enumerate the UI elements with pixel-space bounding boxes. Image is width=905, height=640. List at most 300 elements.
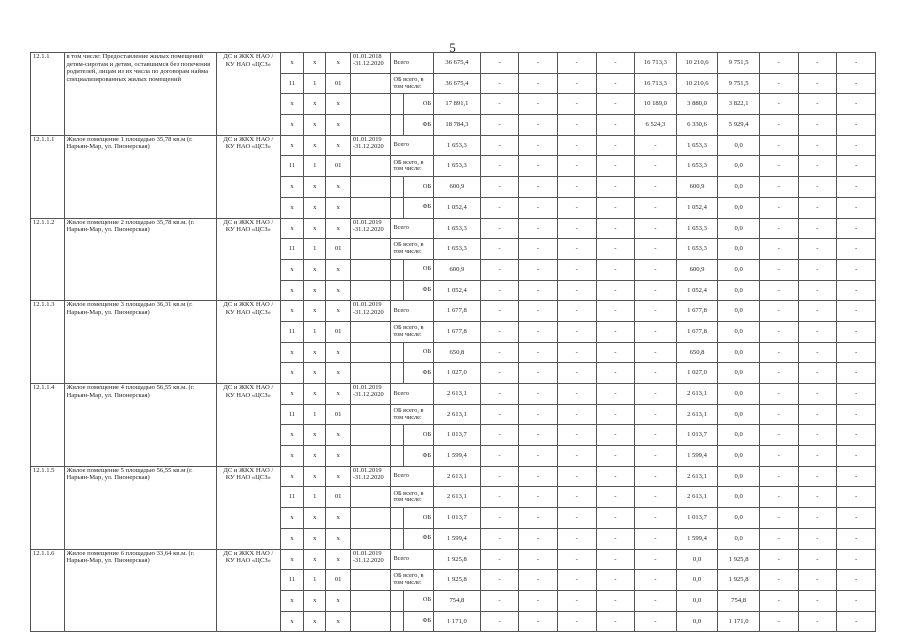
year-value: - xyxy=(557,53,596,74)
funding-source: ОБ всего, в том числе: xyxy=(391,570,434,591)
year-value: - xyxy=(798,363,837,384)
empty-cell xyxy=(350,590,391,611)
code-cell-2: х xyxy=(304,549,326,570)
year-value: - xyxy=(519,115,558,136)
year-value: - xyxy=(759,301,798,322)
year-value: - xyxy=(837,259,876,280)
year-value: - xyxy=(759,487,798,508)
period-cell: 01.01.2019 -31.12.2020 xyxy=(350,466,391,487)
period-cell: 01.01.2019 -31.12.2020 xyxy=(350,384,391,405)
year-value: - xyxy=(798,197,837,218)
year-value: - xyxy=(557,611,596,632)
total-value: 1 653,3 xyxy=(434,156,481,177)
year-value: - xyxy=(519,528,558,549)
year-value: - xyxy=(519,342,558,363)
code-cell-3: 01 xyxy=(326,73,350,94)
year-value: - xyxy=(837,115,876,136)
year-value: - xyxy=(837,301,876,322)
year-value: 3 880,0 xyxy=(676,94,718,115)
year-value: - xyxy=(519,53,558,74)
code-cell-1: х xyxy=(280,218,303,239)
year-value: 0,0 xyxy=(718,446,760,467)
year-value: - xyxy=(480,446,519,467)
year-value: - xyxy=(596,301,635,322)
empty-cell xyxy=(391,342,403,363)
year-value: 0,0 xyxy=(718,342,760,363)
total-value: 1 653,3 xyxy=(434,218,481,239)
year-value: - xyxy=(759,177,798,198)
total-value: 1 599,4 xyxy=(434,528,481,549)
year-value: - xyxy=(837,549,876,570)
year-value: - xyxy=(596,363,635,384)
year-value: - xyxy=(519,404,558,425)
item-code: 12.1.1.2 xyxy=(31,218,65,301)
code-cell-3: х xyxy=(326,135,350,156)
empty-cell xyxy=(391,446,403,467)
year-value: - xyxy=(596,73,635,94)
year-value: - xyxy=(798,94,837,115)
table-row xyxy=(31,384,876,405)
year-value: - xyxy=(837,487,876,508)
year-value: - xyxy=(596,466,635,487)
year-value: - xyxy=(837,342,876,363)
year-value: - xyxy=(519,301,558,322)
year-value: - xyxy=(837,508,876,529)
funding-source: ОБ всего, в том числе: xyxy=(391,487,434,508)
year-value: - xyxy=(596,384,635,405)
code-cell-1: х xyxy=(280,425,303,446)
total-value: 1 052,4 xyxy=(434,280,481,301)
code-cell-2: х xyxy=(304,611,326,632)
code-cell-3: х xyxy=(326,508,350,529)
total-value: 600,9 xyxy=(434,259,481,280)
year-value: - xyxy=(837,363,876,384)
year-value: - xyxy=(519,94,558,115)
year-value: - xyxy=(480,259,519,280)
year-value: - xyxy=(596,549,635,570)
code-cell-1: х xyxy=(280,94,303,115)
year-value: - xyxy=(635,425,677,446)
code-cell-2: х xyxy=(304,384,326,405)
total-value: 754,8 xyxy=(434,590,481,611)
empty-cell xyxy=(350,363,391,384)
funding-source: ОБ xyxy=(403,508,433,529)
funding-source: ОБ всего, в том числе: xyxy=(391,321,434,342)
code-cell-2: х xyxy=(304,177,326,198)
year-value: - xyxy=(480,384,519,405)
year-value: - xyxy=(557,570,596,591)
year-value: - xyxy=(519,177,558,198)
year-value: - xyxy=(798,549,837,570)
item-code: 12.1.1 xyxy=(31,53,65,136)
year-value: 0,0 xyxy=(718,135,760,156)
year-value: - xyxy=(596,259,635,280)
year-value: - xyxy=(519,508,558,529)
year-value: 754,8 xyxy=(718,590,760,611)
year-value: - xyxy=(798,115,837,136)
year-value: 0,0 xyxy=(718,259,760,280)
year-value: - xyxy=(759,135,798,156)
code-cell-2: 1 xyxy=(304,321,326,342)
funding-source: Всего xyxy=(391,218,434,239)
year-value: - xyxy=(759,508,798,529)
year-value: - xyxy=(798,466,837,487)
year-value: - xyxy=(798,135,837,156)
year-value: - xyxy=(635,528,677,549)
code-cell-2: х xyxy=(304,342,326,363)
year-value: 1 653,3 xyxy=(676,239,718,260)
year-value: - xyxy=(519,73,558,94)
year-value: - xyxy=(798,446,837,467)
year-value: - xyxy=(759,156,798,177)
year-value: - xyxy=(837,73,876,94)
year-value: - xyxy=(837,53,876,74)
code-cell-1: х xyxy=(280,53,303,74)
code-cell-1: х xyxy=(280,135,303,156)
empty-cell xyxy=(350,528,391,549)
year-value: 0,0 xyxy=(676,611,718,632)
year-value: - xyxy=(759,342,798,363)
code-cell-2: х xyxy=(304,301,326,322)
year-value: - xyxy=(837,404,876,425)
code-cell-3: 01 xyxy=(326,487,350,508)
year-value: - xyxy=(759,239,798,260)
year-value: - xyxy=(557,135,596,156)
year-value: - xyxy=(519,425,558,446)
period-cell xyxy=(350,156,391,177)
year-value: - xyxy=(480,508,519,529)
year-value: - xyxy=(519,611,558,632)
year-value: 0,0 xyxy=(718,177,760,198)
code-cell-2: х xyxy=(304,94,326,115)
year-value: 0,0 xyxy=(718,363,760,384)
year-value: 0,0 xyxy=(676,590,718,611)
year-value: - xyxy=(480,466,519,487)
code-cell-2: 1 xyxy=(304,239,326,260)
code-cell-3: х xyxy=(326,446,350,467)
empty-cell xyxy=(350,197,391,218)
period-cell xyxy=(350,73,391,94)
total-value: 1 925,8 xyxy=(434,570,481,591)
year-value: - xyxy=(798,239,837,260)
year-value: - xyxy=(798,404,837,425)
year-value: - xyxy=(635,466,677,487)
total-value: 36 675,4 xyxy=(434,73,481,94)
year-value: - xyxy=(480,549,519,570)
year-value: - xyxy=(557,115,596,136)
code-cell-2: х xyxy=(304,425,326,446)
year-value: - xyxy=(798,321,837,342)
total-value: 17 891,1 xyxy=(434,94,481,115)
year-value: - xyxy=(837,321,876,342)
year-value: - xyxy=(480,197,519,218)
year-value: 10 210,6 xyxy=(676,73,718,94)
year-value: - xyxy=(635,384,677,405)
year-value: - xyxy=(759,404,798,425)
funding-source: Всего xyxy=(391,53,434,74)
code-cell-3: х xyxy=(326,425,350,446)
funding-source: ОБ всего, в том числе: xyxy=(391,239,434,260)
code-cell-1: х xyxy=(280,197,303,218)
year-value: - xyxy=(557,384,596,405)
code-cell-1: х xyxy=(280,301,303,322)
funding-source: ФБ xyxy=(403,446,433,467)
item-executor: ДС и ЖКХ НАО / КУ НАО «ЦСЗ» xyxy=(216,466,280,549)
year-value: - xyxy=(596,177,635,198)
year-value: 2 613,1 xyxy=(676,404,718,425)
item-executor: ДС и ЖКХ НАО / КУ НАО «ЦСЗ» xyxy=(216,301,280,384)
year-value: 1 052,4 xyxy=(676,280,718,301)
year-value: - xyxy=(837,218,876,239)
year-value: - xyxy=(557,425,596,446)
year-value: - xyxy=(635,239,677,260)
period-cell xyxy=(350,239,391,260)
code-cell-3: х xyxy=(326,528,350,549)
year-value: - xyxy=(596,570,635,591)
year-value: - xyxy=(519,549,558,570)
code-cell-2: 1 xyxy=(304,404,326,425)
year-value: - xyxy=(557,73,596,94)
year-value: 1 653,3 xyxy=(676,135,718,156)
period-cell: 01.01.2018 -31.12.2020 xyxy=(350,53,391,74)
code-cell-1: х xyxy=(280,177,303,198)
year-value: 0,0 xyxy=(718,321,760,342)
code-cell-2: х xyxy=(304,446,326,467)
year-value: - xyxy=(557,321,596,342)
item-executor: ДС и ЖКХ НАО / КУ НАО «ЦСЗ» xyxy=(216,549,280,632)
year-value: - xyxy=(798,73,837,94)
empty-cell xyxy=(350,115,391,136)
year-value: - xyxy=(837,611,876,632)
empty-cell xyxy=(391,611,403,632)
funding-source: ОБ всего, в том числе: xyxy=(391,156,434,177)
year-value: - xyxy=(480,53,519,74)
year-value: - xyxy=(798,342,837,363)
year-value: - xyxy=(635,218,677,239)
total-value: 2 613,1 xyxy=(434,466,481,487)
year-value: 0,0 xyxy=(718,508,760,529)
empty-cell xyxy=(391,528,403,549)
year-value: 1 925,8 xyxy=(718,570,760,591)
year-value: - xyxy=(798,611,837,632)
year-value: - xyxy=(759,611,798,632)
item-executor: ДС и ЖКХ НАО / КУ НАО «ЦСЗ» xyxy=(216,135,280,218)
year-value: - xyxy=(557,549,596,570)
year-value: - xyxy=(596,487,635,508)
year-value: - xyxy=(837,156,876,177)
code-cell-2: 1 xyxy=(304,156,326,177)
funding-source: ФБ xyxy=(403,115,433,136)
year-value: 0,0 xyxy=(718,404,760,425)
code-cell-1: 11 xyxy=(280,239,303,260)
total-value: 18 784,3 xyxy=(434,115,481,136)
year-value: - xyxy=(596,239,635,260)
funding-source: ОБ xyxy=(403,342,433,363)
year-value: - xyxy=(519,466,558,487)
year-value: - xyxy=(798,301,837,322)
code-cell-3: х xyxy=(326,197,350,218)
funding-source: ФБ xyxy=(403,528,433,549)
year-value: - xyxy=(798,590,837,611)
code-cell-3: х xyxy=(326,53,350,74)
funding-source: ОБ xyxy=(403,177,433,198)
empty-cell xyxy=(350,342,391,363)
year-value: - xyxy=(759,549,798,570)
code-cell-3: х xyxy=(326,384,350,405)
code-cell-1: х xyxy=(280,363,303,384)
empty-cell xyxy=(350,94,391,115)
total-value: 650,8 xyxy=(434,342,481,363)
year-value: - xyxy=(596,508,635,529)
year-value: - xyxy=(596,342,635,363)
period-cell xyxy=(350,487,391,508)
year-value: - xyxy=(480,218,519,239)
code-cell-1: х xyxy=(280,446,303,467)
budget-table xyxy=(30,52,876,632)
year-value: - xyxy=(635,590,677,611)
empty-cell xyxy=(350,259,391,280)
funding-source: ОБ всего, в том числе: xyxy=(391,73,434,94)
funding-source: Всего xyxy=(391,301,434,322)
item-executor: ДС и ЖКХ НАО / КУ НАО «ЦСЗ» xyxy=(216,218,280,301)
year-value: - xyxy=(759,53,798,74)
code-cell-2: х xyxy=(304,508,326,529)
code-cell-3: 01 xyxy=(326,570,350,591)
funding-source: Всего xyxy=(391,135,434,156)
year-value: 0,0 xyxy=(718,384,760,405)
code-cell-3: х xyxy=(326,342,350,363)
code-cell-2: х xyxy=(304,259,326,280)
year-value: - xyxy=(759,218,798,239)
code-cell-1: х xyxy=(280,115,303,136)
year-value: - xyxy=(759,570,798,591)
year-value: 1 171,0 xyxy=(718,611,760,632)
total-value: 600,9 xyxy=(434,177,481,198)
year-value: 3 822,1 xyxy=(718,94,760,115)
period-cell: 01.01.2019 -31.12.2020 xyxy=(350,301,391,322)
total-value: 1 677,8 xyxy=(434,301,481,322)
total-value: 2 613,1 xyxy=(434,487,481,508)
year-value: - xyxy=(759,446,798,467)
code-cell-3: х xyxy=(326,549,350,570)
code-cell-2: х xyxy=(304,528,326,549)
year-value: 1 925,8 xyxy=(718,549,760,570)
year-value: - xyxy=(480,570,519,591)
year-value: - xyxy=(480,115,519,136)
year-value: - xyxy=(759,363,798,384)
year-value: - xyxy=(635,135,677,156)
code-cell-3: х xyxy=(326,218,350,239)
year-value: - xyxy=(635,549,677,570)
year-value: 0,0 xyxy=(718,425,760,446)
year-value: - xyxy=(837,197,876,218)
code-cell-3: х xyxy=(326,301,350,322)
code-cell-2: 1 xyxy=(304,487,326,508)
year-value: - xyxy=(557,590,596,611)
year-value: - xyxy=(557,197,596,218)
empty-cell xyxy=(350,425,391,446)
year-value: - xyxy=(759,73,798,94)
empty-cell xyxy=(350,611,391,632)
total-value: 1 925,8 xyxy=(434,549,481,570)
code-cell-2: 1 xyxy=(304,570,326,591)
year-value: - xyxy=(759,384,798,405)
year-value: - xyxy=(480,301,519,322)
year-value: - xyxy=(557,466,596,487)
code-cell-1: х xyxy=(280,384,303,405)
code-cell-2: х xyxy=(304,280,326,301)
funding-source: Всего xyxy=(391,466,434,487)
code-cell-3: 01 xyxy=(326,321,350,342)
year-value: 0,0 xyxy=(718,239,760,260)
year-value: - xyxy=(557,94,596,115)
year-value: 1 653,3 xyxy=(676,156,718,177)
item-code: 12.1.1.3 xyxy=(31,301,65,384)
table-row xyxy=(31,218,876,239)
item-name: Жилое помещение 6 площадью 33,64 кв.м. (г. Нарьян-Мар, ул. Пионерская) xyxy=(64,549,216,632)
empty-cell xyxy=(391,590,403,611)
year-value: - xyxy=(596,425,635,446)
year-value: - xyxy=(519,218,558,239)
year-value: - xyxy=(557,342,596,363)
year-value: - xyxy=(557,239,596,260)
year-value: - xyxy=(635,342,677,363)
year-value: 1 052,4 xyxy=(676,197,718,218)
year-value: 2 613,1 xyxy=(676,466,718,487)
total-value: 1 653,3 xyxy=(434,239,481,260)
year-value: - xyxy=(759,259,798,280)
year-value: - xyxy=(519,197,558,218)
year-value: - xyxy=(480,321,519,342)
code-cell-2: х xyxy=(304,218,326,239)
code-cell-1: 11 xyxy=(280,156,303,177)
year-value: - xyxy=(837,425,876,446)
empty-cell xyxy=(391,363,403,384)
year-value: - xyxy=(837,384,876,405)
item-code: 12.1.1.4 xyxy=(31,384,65,467)
year-value: - xyxy=(759,280,798,301)
empty-cell xyxy=(391,94,403,115)
code-cell-1: х xyxy=(280,466,303,487)
empty-cell xyxy=(391,425,403,446)
year-value: - xyxy=(557,363,596,384)
code-cell-3: х xyxy=(326,259,350,280)
year-value: - xyxy=(480,363,519,384)
year-value: - xyxy=(837,239,876,260)
year-value: - xyxy=(635,177,677,198)
code-cell-3: х xyxy=(326,115,350,136)
year-value: - xyxy=(480,73,519,94)
total-value: 1 027,0 xyxy=(434,363,481,384)
year-value: - xyxy=(557,259,596,280)
code-cell-1: х xyxy=(280,611,303,632)
year-value: 1 653,3 xyxy=(676,218,718,239)
year-value: - xyxy=(480,177,519,198)
year-value: - xyxy=(635,259,677,280)
year-value: 1 599,4 xyxy=(676,446,718,467)
empty-cell xyxy=(391,197,403,218)
year-value: - xyxy=(837,94,876,115)
year-value: - xyxy=(759,590,798,611)
year-value: 0,0 xyxy=(718,218,760,239)
year-value: 0,0 xyxy=(718,280,760,301)
item-code: 12.1.1.6 xyxy=(31,549,65,632)
year-value: - xyxy=(635,404,677,425)
year-value: - xyxy=(557,280,596,301)
year-value: - xyxy=(557,177,596,198)
year-value: - xyxy=(635,363,677,384)
year-value: - xyxy=(519,239,558,260)
